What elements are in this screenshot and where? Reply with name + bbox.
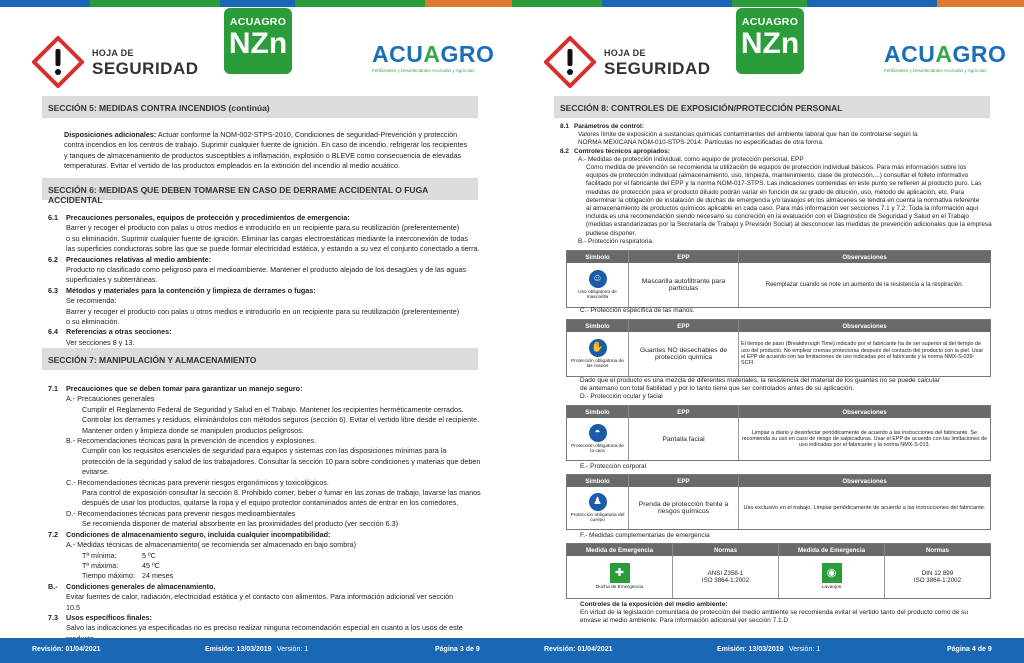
logo-part: GRO (440, 41, 495, 67)
text-line: Controlar los derrames y residuos, eliminándolos con métodos seguros (sección 6). Evitar el vertido libre desde el recipiente. (82, 415, 480, 425)
label: Disposiciones adicionales: (64, 130, 157, 139)
text-line: Barrer y recoger el producto con palas u otros medios e introducirlo en un recipiente para su reutilización (preferentemente) (66, 306, 460, 316)
text-line: determinar la obligación de instalación de duchas de emergencia y/o lavaojos en los almacenes se tendrá en cuenta la normativa referente (586, 196, 980, 204)
epp-cell: Pantalla facial (629, 418, 739, 460)
text-line: facilitado por el fabricante del EPP y la norma NOM-017-STPS. Las indicaciones contenidas en este punto se refieren al producto puro. Las (586, 180, 982, 188)
logo-part: A (423, 41, 441, 67)
revision-date: Revisión: 01/04/2021 (32, 646, 101, 653)
text-line: Se recomienda: (66, 296, 117, 306)
temp-value: 45 ºC (142, 560, 160, 570)
col-header: Normas (925, 546, 950, 554)
product-logo-top: ACUAGRO (229, 16, 287, 28)
text-line: En virtud de la legislación comunitaria de protección del medio ambiente se recomienda evitar el vertido tanto del producto como de su (580, 609, 969, 617)
sub-heading: D.- Protección ocular y facial (580, 393, 663, 401)
observations-cell: Reemplazar cuando se note un aumento de la resistencia a la respiración. (765, 282, 964, 288)
text-line: (medidas estandarizadas por la Secretaría de Trabajo y Previsión Social) al desconocer las medidas de prevención adicionales que la empresa (586, 221, 992, 229)
ppe-table-eyes (566, 405, 991, 461)
text-line: Para control de exposición consultar la sección 8. Prohibido comer, beber o fumar en las zonas de trabajo, lavarse las manos (82, 488, 481, 498)
item-heading: Precauciones personales, equipos de protección y procedimientos de emergencia: (66, 213, 350, 222)
item-number: 6.4 (48, 327, 58, 337)
item-heading: Usos específicos finales: (66, 612, 152, 622)
text-line: pudiese disponer. (586, 229, 637, 237)
text-line: o su eliminación. (66, 317, 120, 327)
ppe-table-respiratory (566, 250, 991, 308)
item-number: 8.2 (560, 147, 569, 155)
ppe-table-body (566, 474, 991, 530)
item-number: 7.2 (48, 529, 58, 539)
section-6-header: SECCIÓN 6: MEDIDAS QUE DEBEN TOMARSE EN CASO DE DERRAME ACCIDENTAL O FUGA ACCIDENTAL (42, 178, 478, 200)
epp-cell: Prenda de protección frente a riesgos químicos (629, 487, 739, 529)
col-header: Observaciones (842, 477, 887, 485)
norm: ANSI Z358-1 (707, 570, 744, 577)
section-5-body (42, 130, 482, 172)
section-6-body (42, 213, 482, 348)
emergency-shower-icon: ✚ (610, 563, 630, 583)
item-heading: Métodos y materiales para la contención y limpieza de derrames o fugas: (66, 285, 316, 295)
emergency-table (566, 543, 991, 599)
sub-heading: A.- Precauciones generales (66, 394, 155, 404)
item-heading: Condiciones de almacenamiento seguro, incluida cualquier incompatibilidad: (66, 529, 331, 539)
item-number: 6.1 (48, 213, 58, 222)
text-line: envase al medio ambiente. Para información adicional ver sección 7.1.D (580, 617, 789, 625)
logo-part: ACU (372, 41, 424, 67)
col-header: EPP (629, 475, 739, 487)
sub-heading: C.- Recomendaciones técnicas para prevenir riesgos ergonómicos y toxicológicos. (66, 477, 329, 487)
text-line: Producto no clasificado como peligroso para el medioambiente. Mantener el producto alejado de los desagües y de las aguas (66, 265, 466, 275)
sub-heading: A.- Medidas técnicas de almacenamiento( se recomienda ser almacenado en bajo sombra) (66, 540, 357, 550)
text-line: de antemano con total fiabilidad y por lo tanto tiene que ser controlados antes de su aplicación. (580, 385, 854, 393)
col-header: Observaciones (842, 322, 887, 330)
doc-type-title: SEGURIDAD (604, 59, 711, 78)
sub-heading: B.- Recomendaciones técnicas para la prevención de incendios y explosiones. (66, 436, 317, 446)
text-line: Ver secciones 8 y 13. (66, 337, 135, 347)
item-number: 8.1 (560, 123, 569, 130)
company-logo (372, 41, 495, 82)
epp-cell: Guantes NO desechables de protección química (629, 332, 739, 376)
col-header: EPP (629, 320, 739, 332)
text-line: Valores límite de exposición a sustancias químicas contaminantes del ambiente laboral que han de controlarse según la (578, 131, 918, 139)
text-line: temperaturas. Evitar el vertido de los productos empleados en la extinción del incendio al medio acuático. (64, 161, 401, 171)
text-line: al almacenamiento de productos químicos aplicable en cada caso. Para más información ver secciones 7.1 y 7.2. Toda la información aquí (586, 205, 979, 213)
symbol-caption: Uso obligatorio de mascarilla (578, 289, 617, 300)
product-logo (736, 8, 804, 74)
logo-part: A (935, 41, 953, 67)
text-line: incluida es una recomendación siendo necesario su concreción en la evaluación con el Diagnóstico de Seguridad y Salud en el Trabajo (586, 213, 969, 221)
norm: ISO 3864-1:2002 (913, 577, 962, 584)
col-header: Observaciones (842, 253, 887, 261)
item-heading: Parámetros de control: (574, 123, 644, 130)
text-line: 10.5 (66, 602, 80, 612)
protective-suit-icon: ♟ (589, 493, 607, 511)
text-line: Mantener orden y limpieza donde se manipulen productos peligrosos. (82, 425, 304, 435)
sub-heading: B.- Protección respiratoria. (578, 237, 654, 245)
symbol-caption: Ducha de Emergencia (595, 585, 644, 591)
section-8-body (560, 123, 1000, 246)
col-header: EPP (629, 406, 739, 418)
col-header: Medida de Emergencia (567, 544, 673, 556)
doc-type-title: SEGURIDAD (92, 59, 199, 78)
sub-heading: F.- Medidas complementarias de emergencia (580, 532, 710, 539)
sub-heading: E.- Protección corporal (580, 463, 647, 470)
logo-subtitle: Fertilizantes y Desinfectantes Acuícolas y Agrícolas (884, 68, 987, 73)
logo-subtitle: Fertilizantes y Desinfectantes Acuícolas y Agrícolas (372, 68, 475, 73)
logo-part: ACU (884, 41, 936, 67)
item-number: 7.1 (48, 384, 58, 393)
item-heading: Precauciones que se deben tomar para garantizar un manejo seguro: (66, 384, 303, 393)
symbol-caption: Protección obligatoria de las manos (571, 358, 624, 369)
text-line: o su eliminación. Suprimir cualquier fuente de ignición. Eliminar las cargas electroestáticas mediante la interconexión de todas (66, 233, 468, 243)
text-line: medidas de protección para el producto diluido podrán variar en función de su grado de dilución, uso, método de aplicación, etc. Para (586, 188, 964, 196)
text-line: Se recomienda disponer de material absorbente en las proximidades del producto (ver sección 6.3) (82, 519, 399, 529)
eyewash-icon: ◉ (822, 563, 842, 583)
page-number: Página 4 de 9 (947, 646, 992, 653)
page-footer (0, 638, 512, 663)
product-logo (224, 8, 292, 74)
page-footer (512, 638, 1024, 663)
environment-controls (580, 601, 968, 626)
text-line: y tanques de almacenamiento de productos susceptibles a inflamación, explosión o BLEVE como consecuencia de elevadas (64, 150, 462, 160)
item-number: B.- (48, 581, 58, 591)
observations-cell: El tiempo de paso (Breakthrough Time) indicado por el fabricante ha de ser superior al del tiempo de uso del producto. No emplear cremas protectoras después del contacto del producto con la piel. Usar el EPP de acuerdo con las limitaciones de uso indicadas por el fabricante y la norma NMX-S-039-SCFI. (741, 341, 984, 367)
item-number: 6.3 (48, 285, 58, 295)
mask-icon: ☺ (589, 270, 607, 288)
gloves-icon: ✋ (589, 339, 607, 357)
col-header: EPP (629, 251, 739, 263)
text-line: contra incendios en los centros de trabajo. Suprimir cualquier fuente de ignición. En caso de incendio, refrigerar los recipientes (64, 140, 468, 150)
col-header: Símbolo (567, 320, 629, 332)
version: Versión: 1 (789, 646, 821, 653)
norm: ISO 3864-1:2002 (701, 577, 750, 584)
emission-date: Emisión: 13/03/2019 (205, 646, 272, 653)
col-header: Observaciones (842, 408, 887, 416)
sub-heading: D.- Recomendaciones técnicas para prevenir riesgos medioambientales (66, 508, 296, 518)
text-line: equipos de protección individual (almacenamiento, uso, limpieza, mantenimiento, clase de protección,...) consultar el folleto informativo (586, 172, 969, 180)
temp-value: 5 ºC (142, 550, 156, 560)
item-heading: Condiciones generales de almacenamiento. (66, 581, 216, 591)
page-number: Página 3 de 9 (435, 646, 480, 653)
text-line: después de usar los productos, quitarse la ropa y el equipo protector contaminados antes de entrar en los comedores. (82, 498, 459, 508)
text-line: Actuar conforme la NOM-002-STPS-2010, Condiciones de seguridad-Prevención y protección (157, 130, 458, 139)
symbol-caption: Protección obligatoria de la cara (571, 443, 624, 454)
text-line: superficiales y subterráneas. (66, 275, 158, 285)
product-logo-main: NZn (228, 27, 288, 60)
symbol-caption: Protección obligatoria del cuerpo (570, 512, 625, 523)
hazard-warning-icon (544, 36, 596, 88)
item-heading: Referencias a otras secciones: (66, 327, 172, 337)
text-line: Cumplir el Reglamento Federal de Seguridad y Salud en el Trabajo. Mantener los recipientes herméticamente cerrados. (82, 404, 464, 414)
emission-date: Emisión: 13/03/2019 (717, 646, 784, 653)
col-header: Símbolo (567, 251, 629, 263)
text-line: NORMA MEXICANA NOM-010-STPS-2014: Partículas no especificadas de otra forma. (578, 139, 824, 147)
item-number: 7.3 (48, 612, 58, 622)
symbol-caption: Lavaojos (821, 585, 842, 591)
item-number: 6.2 (48, 254, 58, 264)
col-header: Normas (673, 544, 779, 556)
text-line: las superficies conductoras sobre las que se puede formar electricidad estática, y estando a su vez el conjunto conectado a tierra. (66, 244, 480, 254)
temp-label: Tª mínima: (82, 550, 117, 560)
section-8-header: SECCIÓN 8: CONTROLES DE EXPOSICIÓN/PROTECCIÓN PERSONAL (554, 96, 990, 118)
observations-cell: Limpiar a diario y desinfectar periódicamente de acuerdo a las instrucciones del fabricante. Se recomienda su uso en caso de riesgo de salpicaduras. Usar el EPP de acuerdo con las limitaciones de uso indicadas por el fabricante y la norma NMX-S-013. (741, 429, 988, 449)
norm: DIN 12 899 (921, 570, 954, 577)
text-line: Cumplir con los requisitos esenciales de seguridad para equipos y sistemas con las disposiciones mínimas para la (82, 446, 447, 456)
text-line: Salvo las indicaciones ya especificadas no es preciso realizar ninguna recomendación especial en cuanto a los usos de este (66, 623, 463, 633)
observations-cell: Uso exclusivo en el trabajo. Limpiar periódicamente de acuerdo a las instrucciones del fabricante. (743, 504, 986, 511)
temp-value: 24 meses (142, 571, 174, 581)
revision-date: Revisión: 01/04/2021 (544, 646, 613, 653)
company-logo (884, 41, 1007, 82)
item-heading: Controles técnicos apropiados: (574, 147, 670, 155)
col-header: Medida de Emergencia (779, 544, 885, 556)
sub-heading: C.- Protección específica de las manos. (580, 307, 695, 314)
temp-label: Tiempo máximo: (82, 571, 135, 581)
text-line: Dado que el producto es una mezcla de diferentes materiales, la resistencia del material de los guantes no se puede calcular (580, 377, 940, 384)
note (580, 377, 940, 402)
doc-type-label: HOJA DE (604, 48, 646, 58)
item-heading: Controles de la exposición del medio ambiente: (580, 601, 728, 608)
section-5-header: SECCIÓN 5: MEDIDAS CONTRA INCENDIOS (continúa) (42, 96, 478, 118)
section-7-body (42, 384, 482, 644)
hazard-warning-icon (32, 36, 84, 88)
product-logo-main: NZn (740, 27, 800, 60)
sub-heading: A.- Medidas de protección individual, como equipo de protección personal, EPP (578, 155, 804, 163)
version: Versión: 1 (277, 646, 309, 653)
doc-type-label: HOJA DE (92, 48, 134, 58)
col-header: Símbolo (567, 406, 629, 418)
face-shield-icon: ◓ (589, 424, 607, 442)
text-line: Como medida de prevención se recomienda la utilización de equipos de protección individual básicos. Para más información sobre los (586, 164, 967, 172)
section-7-header: SECCIÓN 7: MANIPULACIÓN Y ALMACENAMIENTO (42, 348, 478, 370)
text-line: protección de la seguridad y salud de los trabajadores. Consultar la sección 10 para sobre condiciones y materias que deben (82, 456, 481, 466)
col-header: Símbolo (567, 475, 629, 487)
text-line: Evitar fuentes de calor, radiación, electricidad estática y el contacto con alimentos. Para información adicional ver sección (66, 592, 454, 602)
product-logo-top: ACUAGRO (741, 16, 799, 28)
text-line: Barrer y recoger el producto con palas u otros medios e introducirlo en un recipiente para su reutilización (preferentemente) (66, 223, 460, 233)
logo-part: GRO (952, 41, 1007, 67)
item-heading: Precauciones relativas al medio ambiente: (66, 254, 212, 264)
ppe-table-hands (566, 319, 991, 377)
epp-cell: Mascarilla autofiltrante para partículas (629, 263, 739, 307)
text-line: evitarse. (82, 467, 110, 477)
temp-label: Tª máxima: (82, 560, 119, 570)
